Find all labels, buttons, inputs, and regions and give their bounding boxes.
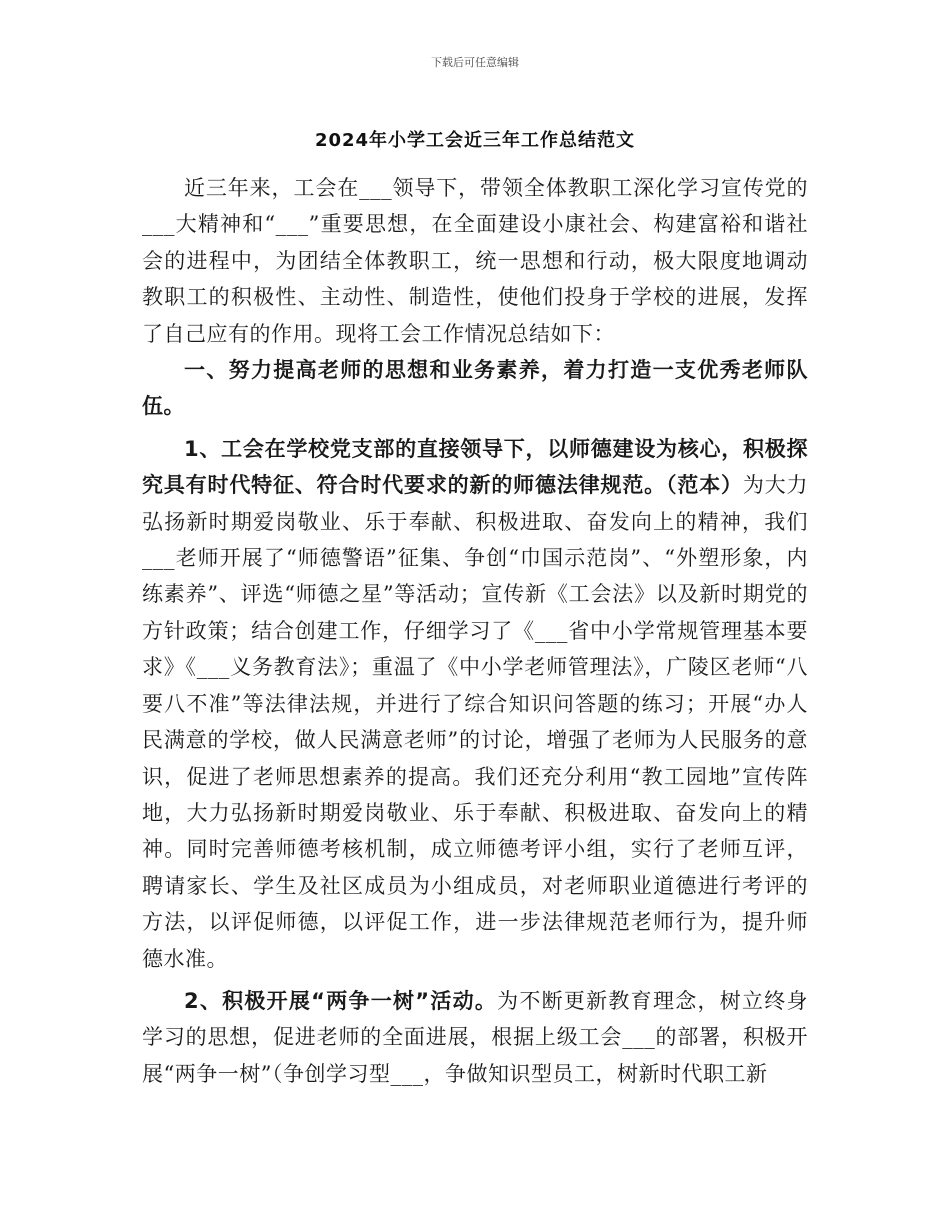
header-note: 下载后可任意编辑 <box>431 56 519 69</box>
item-body-2: 为不断更新教育理念，树立终身学习的思想，促进老师的全面进展，根据上级工会___的部署，积极开展“两争一树”（争创学习型___，争做知识型员工，树新时代职工新 <box>142 988 809 1086</box>
intro-paragraph: 近三年来，工会在___领导下，带领全体教职工深化学习宣传党的___大精神和“___”重要思想，在全面建设小康社会、构建富裕和谐社会的进程中，为团结全体教职工，统一思想和行动，极大限度地调动教职工的积极性、主动性、制造性，使他们投身于学校的进展，发挥了自己应有的作用。现将工会工作情况总结如下： <box>142 176 808 346</box>
item-lead-2: 2、积极开展“两争一树”活动。 <box>184 988 498 1013</box>
item-body-1: 为大力弘扬新时期爱岗敬业、乐于奉献、积极进取、奋发向上的精神，我们___老师开展了“师德警语”征集、争创“巾国示范岗”、“外塑形象，内练素养”、评选“师德之星”等活动；宣传新《工会法》以及新时期党的方针政策；结合创建工作，仔细学习了《___省中小学常规管理基本要求》《___义务教育法》；重温了《中小学老师管理法》，广陵区老师“八要八不准”等法律法规，并进行了综合知识问答题的练习；开展“办人民满意的学校，做人民满意老师”的讨论，增强了老师为人民服务的意识，促进了老师思想素养的提高。我们还充分利用“教工园地”宣传阵地，大力弘扬新时期爱岗敬业、乐于奉献、积极进取、奋发向上的精神。同时完善师德考核机制，成立师德考评小组，实行了老师互评，聘请家长、学生及社区成员为小组成员，对老师职业道德进行考评的方法，以评促师德，以评促工作，进一步法律规范老师行为，提升师德水准。 <box>142 473 809 971</box>
section-heading: 一、努力提高老师的思想和业务素养，着力打造一支优秀老师队伍。 <box>142 358 808 419</box>
item-lead-1: 1、工会在学校党支部的直接领导下，以师德建设为核心，积极探究具有时代特征、符合时代要求的新的师德法律规范。（范本） <box>142 436 808 498</box>
item-paragraph-1 <box>142 431 808 977</box>
document-body <box>142 170 808 1092</box>
item-paragraph-2 <box>142 983 808 1092</box>
document-title: 2024年小学工会近三年工作总结范文 <box>314 130 636 151</box>
